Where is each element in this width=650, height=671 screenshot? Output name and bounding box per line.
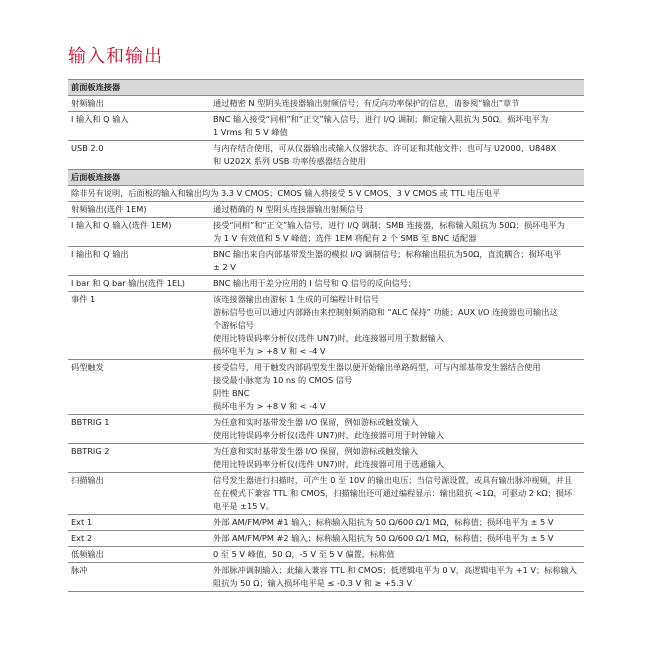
- table-row: [68, 360, 584, 415]
- description-line: 使用比特误码率分析仪(选件 UN7)时，此连接器可用于时钟输入: [213, 430, 445, 440]
- description-line: 在在模式下兼容 TTL 和 CMOS，扫描输出还可通过编程显示：输出阻抗 <1Ω，可驱动 2 kΩ；损坏: [213, 488, 573, 498]
- description-line: 外部脉冲调制输入；此输入兼容 TTL 和 CMOS；低逻辑电平为 0 V，高逻辑电平为 +1 V；标称输入: [213, 565, 577, 575]
- description-line: 接受最小脉宽为 10 ns 的 CMOS 信号: [213, 375, 353, 385]
- connector-name: I bar 和 Q bar 输出(选件 1EL): [68, 276, 207, 292]
- connector-name: I 输出和 Q 输出: [68, 247, 207, 276]
- description-line: 为任意和实时基带发生器 I/O 保留，例如游标或触发输入: [213, 417, 419, 427]
- connector-name: BBTRIG 1: [68, 415, 207, 444]
- connector-description: [207, 141, 584, 170]
- description-line: 通过精确的 N 型阴头连接器输出射频信号: [213, 204, 364, 214]
- connector-name: 脉冲: [68, 563, 207, 592]
- description-line: 0 至 5 V 峰值，50 Ω，-5 V 至 5 V 偏置，标称值: [213, 549, 395, 559]
- table-row: [68, 292, 584, 360]
- description-line: 和 U202X 系列 USB 功率传感器结合使用: [213, 156, 366, 166]
- page-title: 输入和输出: [68, 46, 163, 67]
- connector-name: 射频输出(选件 1EM): [68, 202, 207, 218]
- table-row: [68, 218, 584, 247]
- connector-description: [207, 547, 584, 563]
- connector-description: [207, 202, 584, 218]
- table-row: [68, 515, 584, 531]
- section-header-label: 后面板连接器: [68, 170, 584, 186]
- connector-description: [207, 473, 584, 515]
- connector-name: Ext 1: [68, 515, 207, 531]
- connector-description: [207, 218, 584, 247]
- description-line: 接受“同相”和“正交”输入信号，进行 I/Q 调制；SMB 连接器，标称输入阻抗为 50Ω；损坏电平为: [213, 220, 565, 230]
- description-line: 阻抗为 50 Ω；输入损坏电平是 ≤ -0.3 V 和 ≥ +5.3 V: [213, 578, 413, 588]
- description-line: 信号发生器进行扫描时，可产生 0 至 10V 的输出电压；当信号源设置，或具有输出脉冲视频，并且: [213, 475, 573, 485]
- description-line: 为 1 V 有效值和 5 V 峰值；选件 1EM 将配有 2 个 SMB 至 BNC 适配器: [213, 233, 477, 243]
- table-row: [68, 473, 584, 515]
- connector-name: 码型触发: [68, 360, 207, 415]
- description-line: 为任意和实时基带发生器 I/O 保留，例如游标或触发输入: [213, 446, 419, 456]
- connector-name: 扫描输出: [68, 473, 207, 515]
- description-line: 通过精密 N 型阴头连接器输出射频信号；有反向功率保护的信息，请参阅“输出”章节: [213, 98, 520, 108]
- connector-description: [207, 96, 584, 112]
- connector-name: BBTRIG 2: [68, 444, 207, 473]
- connector-description: [207, 360, 584, 415]
- connector-description: [207, 515, 584, 531]
- description-line: 外部 AM/FM/PM #2 输入；标称输入阻抗为 50 Ω/600 Ω/1 MΩ，标称值；损坏电平为 ± 5 V: [213, 533, 554, 543]
- description-line: BNC 输出用于差分应用的 I 信号和 Q 信号的反向信号；: [213, 278, 417, 288]
- connector-name: 低频输出: [68, 547, 207, 563]
- section-note-text: 除非另有说明，后面板的输入和输出均为 3.3 V CMOS；CMOS 输入将接受 5 V CMOS、3 V CMOS 或 TTL 电压电平: [68, 186, 584, 202]
- connector-name: I 输入和 Q 输入: [68, 112, 207, 141]
- section-header: [68, 170, 584, 186]
- connector-name: Ext 2: [68, 531, 207, 547]
- table-row: [68, 444, 584, 473]
- table-row: [68, 112, 584, 141]
- description-line: 损坏电平为 > +8 V 和 < -4 V: [213, 401, 326, 411]
- connector-description: [207, 563, 584, 592]
- section-note: [68, 186, 584, 202]
- table-row: [68, 276, 584, 292]
- table-row: [68, 247, 584, 276]
- connector-description: [207, 276, 584, 292]
- description-line: BNC 输出来自内部基带发生器的模拟 I/Q 调制信号；标称输出阻抗为50Ω，直流耦合；损坏电平: [213, 249, 562, 259]
- section-header: [68, 80, 584, 96]
- description-line: 与内存结合使用，可从仪器输出或输入仪器状态、许可证和其他文件；也可与 U2000、U848X: [213, 143, 557, 153]
- table-row: [68, 547, 584, 563]
- connector-description: [207, 247, 584, 276]
- description-line: 1 Vrms 和 5 V 峰值: [213, 127, 288, 137]
- connector-description: [207, 444, 584, 473]
- description-line: 外部 AM/FM/PM #1 输入；标称输入阻抗为 50 Ω/600 Ω/1 MΩ，标称值；损坏电平为 ± 5 V: [213, 517, 554, 527]
- connector-name: 射频输出: [68, 96, 207, 112]
- description-line: 个游标信号: [213, 320, 254, 330]
- io-spec-table: [68, 79, 584, 592]
- description-line: 接受信号，用于触发内部码型发生器以便开始输出单路码型，可与内部基带发生器结合使用: [213, 362, 541, 372]
- table-row: [68, 96, 584, 112]
- connector-description: [207, 531, 584, 547]
- connector-name: USB 2.0: [68, 141, 207, 170]
- description-line: 损坏电平为 > +8 V 和 < -4 V: [213, 346, 326, 356]
- description-line: 使用比特误码率分析仪(选件 UN7)时，此连接器可用于数据输入: [213, 333, 445, 343]
- connector-name: I 输入和 Q 输入(选件 1EM): [68, 218, 207, 247]
- section-header-label: 前面板连接器: [68, 80, 584, 96]
- description-line: 阴性 BNC: [213, 388, 250, 398]
- description-line: 游标信号也可以通过内部路由来控制射频消隐和 “ALC 保持” 功能；AUX I/O 连接器也可输出这: [213, 307, 558, 317]
- connector-description: [207, 292, 584, 360]
- spec-table-body: [68, 80, 584, 592]
- table-row: [68, 141, 584, 170]
- description-line: 使用比特误码率分析仪(选件 UN7)时，此连接器可用于选通输入: [213, 459, 445, 469]
- table-row: [68, 563, 584, 592]
- table-row: [68, 202, 584, 218]
- description-line: ± 2 V: [213, 262, 236, 272]
- description-line: BNC 输入接受“同相”和“正交”输入信号，进行 I/Q 调制；额定输入阻抗为 50Ω。损坏电平为: [213, 114, 549, 124]
- description-line: 该连接器输出由游标 1 生成的可编程计时信号: [213, 294, 379, 304]
- connector-name: 事件 1: [68, 292, 207, 360]
- table-row: [68, 415, 584, 444]
- table-row: [68, 531, 584, 547]
- connector-description: [207, 112, 584, 141]
- description-line: 电平是 ±15 V。: [213, 501, 274, 511]
- connector-description: [207, 415, 584, 444]
